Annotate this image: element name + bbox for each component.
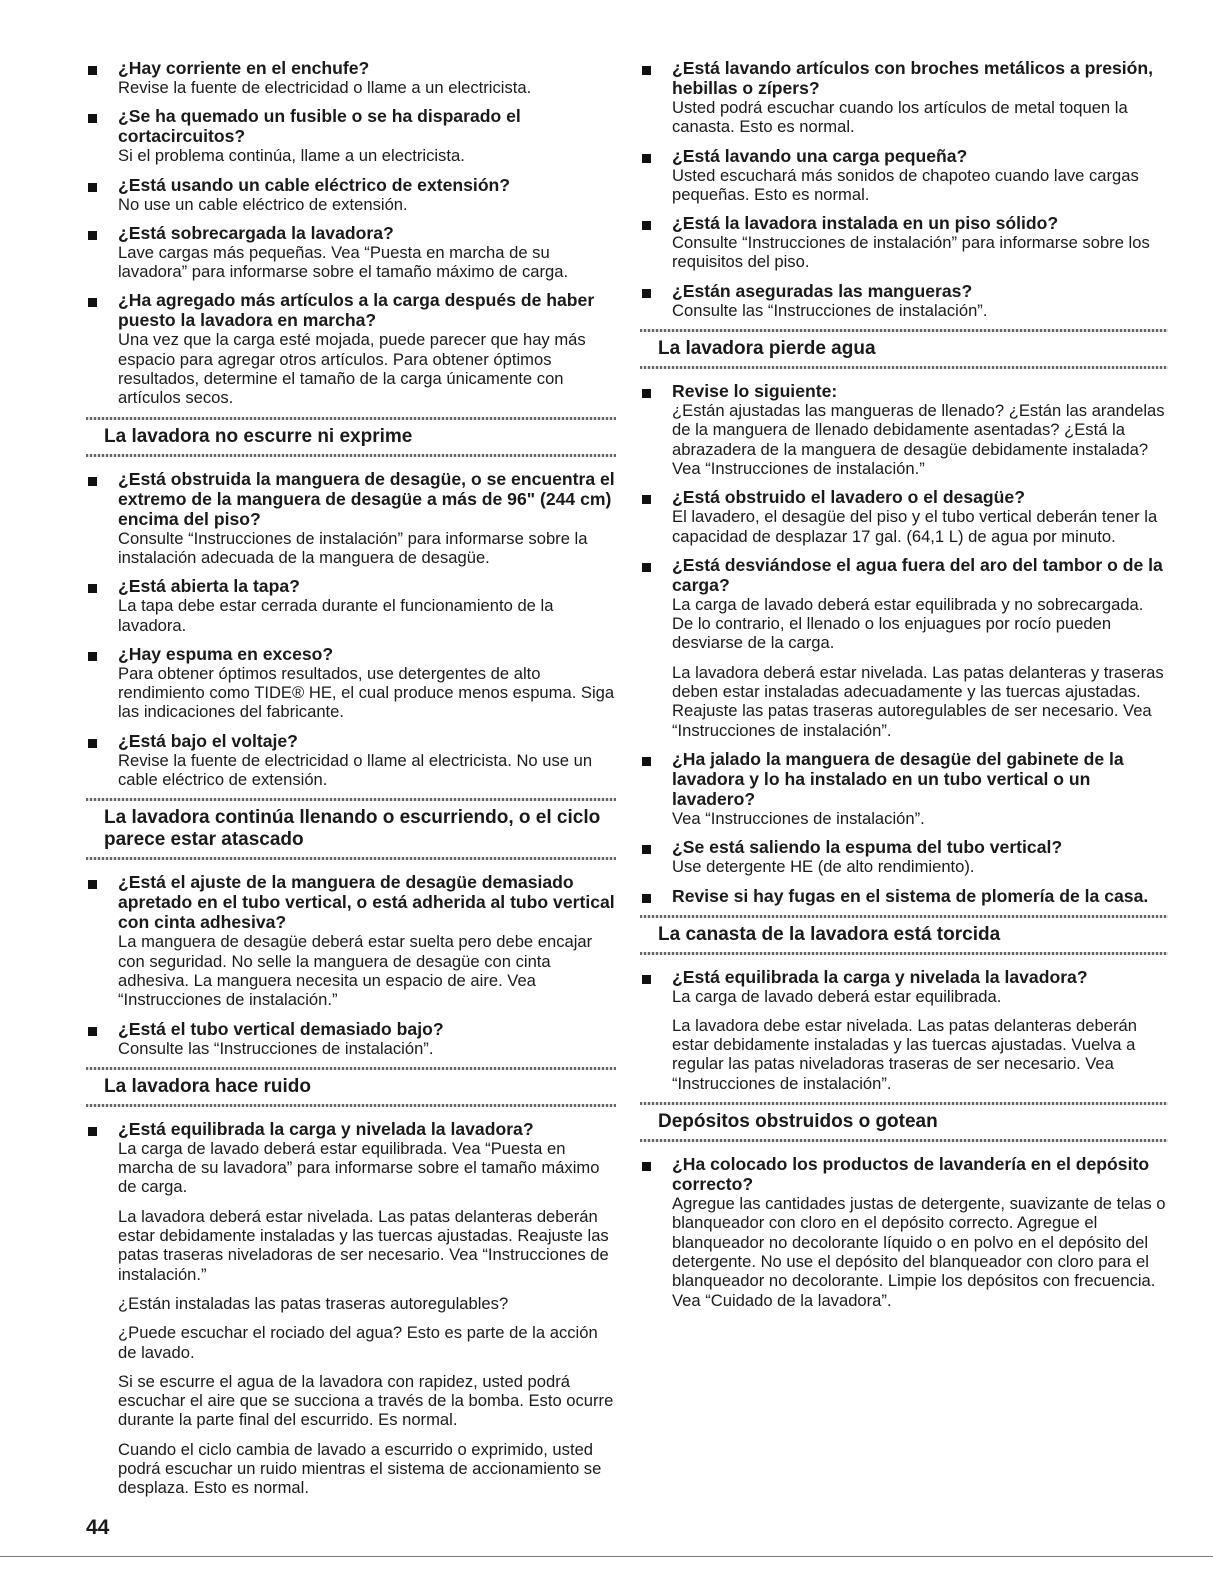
- square-bullet-icon: [88, 298, 97, 307]
- troubleshooting-item: [86, 223, 616, 282]
- square-bullet-icon: [642, 1162, 651, 1171]
- left-column: [86, 58, 616, 1507]
- troubleshooting-item: [86, 1119, 616, 1498]
- troubleshooting-item: [640, 967, 1168, 1093]
- item-answer: ¿Puede escuchar el rociado del agua? Esto es parte de la acción de lavado.: [118, 1323, 598, 1362]
- troubleshooting-item: [640, 281, 1168, 320]
- item-question: ¿Está el tubo vertical demasiado bajo?: [118, 1018, 444, 1039]
- troubleshooting-item: [86, 290, 616, 407]
- square-bullet-icon: [88, 880, 97, 889]
- square-bullet-icon: [88, 652, 97, 661]
- item-question: ¿Está equilibrada la carga y nivelada la lavadora?: [118, 1118, 534, 1139]
- item-answer: Use detergente HE (de alto rendimiento).: [672, 857, 975, 877]
- item-question: ¿Ha agregado más artículos a la carga después de haber puesto la lavadora en marcha?: [118, 290, 595, 331]
- section-header: [86, 417, 616, 457]
- troubleshooting-item: [640, 837, 1168, 876]
- item-answer: ¿Están instaladas las patas traseras autoregulables?: [118, 1293, 509, 1313]
- item-answer: No use un cable eléctrico de extensión.: [118, 194, 408, 214]
- item-answer: El lavadero, el desagüe del piso y el tubo vertical deberán tener la capacidad de desplazar 17 gal. (64,1 L) de agua por minuto.: [672, 507, 1158, 546]
- section-rule-bottom: [86, 1104, 616, 1107]
- item-answer: Consulte “Instrucciones de instalación” para informarse sobre la instalación adecuada de la manguera de desagüe.: [118, 528, 588, 567]
- section-rule-bottom: [640, 1139, 1168, 1142]
- item-answer: ¿Están ajustadas las mangueras de llenado? ¿Están las arandelas de la manguera de llenado debidamente asentadas? ¿Está la abrazadera de la manguera de desagüe debidamente instalada? Vea “Instrucciones de instalación.”: [672, 401, 1165, 478]
- troubleshooting-item: [86, 731, 616, 790]
- item-answer: Una vez que la carga esté mojada, puede parecer que hay más espacio para agregar otros artículos. Para obtener óptimos resultados, determine el tamaño de la carga únicamente con artículos secos.: [118, 330, 586, 408]
- troubleshooting-item: [640, 213, 1168, 272]
- item-answer: La tapa debe estar cerrada durante el funcionamiento de la lavadora.: [118, 596, 554, 635]
- square-bullet-icon: [88, 114, 97, 123]
- item-answer: Consulte las “Instrucciones de instalación”.: [118, 1038, 434, 1058]
- item-answer: La lavadora deberá estar nivelada. Las patas delanteras deberán estar debidamente instaladas y las tuercas ajustadas. Reajuste las patas traseras niveladoras de ser necesario. Vea “Instrucciones de instalación.”: [118, 1206, 609, 1284]
- item-answer: Usted podrá escuchar cuando los artículos de metal toquen la canasta. Esto es normal.: [672, 98, 1128, 137]
- square-bullet-icon: [642, 845, 651, 854]
- square-bullet-icon: [642, 389, 651, 398]
- item-answer: Usted escuchará más sonidos de chapoteo cuando lave cargas pequeñas. Esto es normal.: [672, 165, 1139, 204]
- item-question: ¿Está obstruida la manguera de desagüe, o se encuentra el extremo de la manguera de desagüe a más de 96" (244 cm) encima del piso?: [118, 468, 615, 529]
- item-question: ¿Se está saliendo la espuma del tubo vertical?: [672, 837, 1063, 858]
- square-bullet-icon: [88, 477, 97, 486]
- troubleshooting-item: [640, 1154, 1168, 1310]
- square-bullet-icon: [642, 154, 651, 163]
- square-bullet-icon: [642, 975, 651, 984]
- item-question: Revise si hay fugas en el sistema de plomería de la casa.: [672, 885, 1149, 906]
- item-answer: La carga de lavado deberá estar equilibrada.: [672, 986, 1002, 1006]
- item-answer: La lavadora deberá estar nivelada. Las patas delanteras y traseras deben estar instaladas adecuadamente y las tuercas ajustadas. Reajuste las patas traseras autoregulables de ser necesario. Vea “Instrucciones de instalación”.: [672, 662, 1164, 740]
- square-bullet-icon: [88, 1027, 97, 1036]
- square-bullet-icon: [642, 221, 651, 230]
- square-bullet-icon: [88, 584, 97, 593]
- item-question: ¿Está lavando una carga pequeña?: [672, 145, 968, 166]
- troubleshooting-item: [640, 886, 1168, 906]
- square-bullet-icon: [642, 495, 651, 504]
- item-answer: Consulte “Instrucciones de instalación” para informarse sobre los requisitos del piso.: [672, 233, 1150, 272]
- troubleshooting-item: [640, 555, 1168, 740]
- section-header: [640, 915, 1168, 955]
- troubleshooting-item: [640, 749, 1168, 828]
- page-number: 44: [86, 1516, 110, 1539]
- section-rule-bottom: [640, 366, 1168, 369]
- square-bullet-icon: [642, 289, 651, 298]
- section-header: [640, 329, 1168, 369]
- troubleshooting-item: [86, 58, 616, 97]
- troubleshooting-item: [86, 175, 616, 214]
- item-answer: Si el problema continúa, llame a un electricista.: [118, 146, 465, 166]
- item-answer: La lavadora debe estar nivelada. Las patas delanteras deberán estar debidamente instaladas y las tuercas ajustadas. Vuelva a regular las patas niveladoras traseras de ser necesario. Vea “Instrucciones de instalación”.: [672, 1015, 1137, 1093]
- square-bullet-icon: [642, 66, 651, 75]
- section-title: La lavadora continúa llenando o escurriendo, o el ciclo parece estar atascado: [104, 807, 601, 851]
- section-rule-bottom: [86, 454, 616, 457]
- item-answer: Cuando el ciclo cambia de lavado a escurrido o exprimido, usted podrá escuchar un ruido mientras el sistema de accionamiento se desplaza. Esto es normal.: [118, 1439, 602, 1498]
- item-question: ¿Está obstruido el lavadero o el desagüe?: [672, 487, 1025, 508]
- item-answer: La manguera de desagüe deberá estar suelta pero debe encajar con seguridad. No selle la manguera de desagüe con cinta adhesiva. La manguera necesita un espacio de aire. Vea “Instrucciones de instalación.”: [118, 932, 593, 1010]
- troubleshooting-item: [86, 106, 616, 165]
- square-bullet-icon: [642, 757, 651, 766]
- section-rule-bottom: [86, 857, 616, 860]
- item-question: ¿Está el ajuste de la manguera de desagüe demasiado apretado en el tubo vertical, o está adherida al tubo vertical con cinta adhesiva?: [118, 872, 615, 933]
- item-question: ¿Ha colocado los productos de lavandería en el depósito correcto?: [672, 1154, 1150, 1195]
- square-bullet-icon: [642, 563, 651, 572]
- item-question: ¿Está desviándose el agua fuera del aro del tambor o de la carga?: [672, 554, 1163, 595]
- troubleshooting-item: [86, 576, 616, 635]
- troubleshooting-item: [86, 469, 616, 568]
- square-bullet-icon: [88, 66, 97, 75]
- footer-rule: [0, 1556, 1213, 1557]
- right-column: [640, 58, 1168, 1319]
- item-answer: La carga de lavado deberá estar equilibrada y no sobrecargada. De lo contrario, el llenado o los enjuagues por rocío pueden desviarse de la carga.: [672, 594, 1144, 653]
- item-answer: Agregue las cantidades justas de detergente, suavizante de telas o blanqueador con cloro en el depósito correcto. Agregue el blanqueador no decolorante líquido o en polvo en el depósito del detergente. No use el depósito del blanqueador con cloro para el blanqueador no decolorante. Limpie los depósitos con frecuencia. Vea “Cuidado de la lavadora”.: [672, 1194, 1166, 1310]
- section-title: La lavadora hace ruido: [104, 1075, 311, 1097]
- item-answer: Vea “Instrucciones de instalación”.: [672, 808, 925, 828]
- section-title: La canasta de la lavadora está torcida: [658, 923, 1001, 945]
- item-answer: Lave cargas más pequeñas. Vea “Puesta en marcha de su lavadora” para informarse sobre el tamaño máximo de carga.: [118, 242, 569, 282]
- section-header: [86, 1067, 616, 1107]
- item-question: ¿Está bajo el voltaje?: [118, 730, 298, 751]
- troubleshooting-item: [640, 487, 1168, 546]
- troubleshooting-item: [86, 872, 616, 1009]
- item-question: ¿Está usando un cable eléctrico de extensión?: [118, 174, 511, 195]
- troubleshooting-item: [640, 146, 1168, 205]
- item-question: ¿Está abierta la tapa?: [118, 576, 300, 597]
- item-question: ¿Se ha quemado un fusible o se ha disparado el cortacircuitos?: [118, 106, 521, 147]
- square-bullet-icon: [88, 231, 97, 240]
- item-question: ¿Está lavando artículos con broches metálicos a presión, hebillas o zípers?: [672, 58, 1154, 98]
- section-header: [86, 798, 616, 860]
- square-bullet-icon: [642, 894, 651, 903]
- item-question: ¿Hay corriente en el enchufe?: [118, 58, 370, 78]
- item-answer: Si se escurre el agua de la lavadora con rapidez, usted podrá escuchar el aire que se succiona a través de la bomba. Esto ocurre durante la parte final del escurrido. Es normal.: [118, 1371, 614, 1430]
- troubleshooting-item: [86, 644, 616, 722]
- troubleshooting-item: [640, 381, 1168, 478]
- section-header: [640, 1102, 1168, 1142]
- square-bullet-icon: [88, 183, 97, 192]
- item-answer: Para obtener óptimos resultados, use detergentes de alto rendimiento como TIDE® HE, el cual produce menos espuma. Siga las indicaciones del fabricante.: [118, 663, 615, 722]
- item-answer: Revise la fuente de electricidad o llame a un electricista.: [118, 78, 532, 97]
- section-title: La lavadora no escurre ni exprime: [104, 425, 413, 447]
- item-question: ¿Hay espuma en exceso?: [118, 643, 334, 664]
- section-title: Depósitos obstruidos o gotean: [658, 1111, 938, 1133]
- troubleshooting-item: [640, 58, 1168, 137]
- section-title: La lavadora pierde agua: [658, 338, 876, 360]
- item-answer: La carga de lavado deberá estar equilibrada. Vea “Puesta en marcha de su lavadora” para informarse sobre el tamaño máximo de carga.: [118, 1138, 600, 1197]
- item-question: ¿Está la lavadora instalada en un piso sólido?: [672, 213, 1059, 234]
- square-bullet-icon: [88, 739, 97, 748]
- item-question: ¿Está sobrecargada la lavadora?: [118, 222, 394, 243]
- item-question: ¿Ha jalado la manguera de desagüe del gabinete de la lavadora y lo ha instalado en un tubo vertical o un lavadero?: [672, 748, 1124, 809]
- troubleshooting-item: [86, 1019, 616, 1058]
- item-question: ¿Están aseguradas las mangueras?: [672, 280, 973, 301]
- item-answer: Consulte las “Instrucciones de instalación”.: [672, 300, 988, 320]
- item-question: Revise lo siguiente:: [672, 381, 838, 402]
- square-bullet-icon: [88, 1127, 97, 1136]
- item-answer: Revise la fuente de electricidad o llame al electricista. No use un cable eléctrico de extensión.: [118, 750, 593, 790]
- section-rule-bottom: [640, 952, 1168, 955]
- item-question: ¿Está equilibrada la carga y nivelada la lavadora?: [672, 966, 1088, 987]
